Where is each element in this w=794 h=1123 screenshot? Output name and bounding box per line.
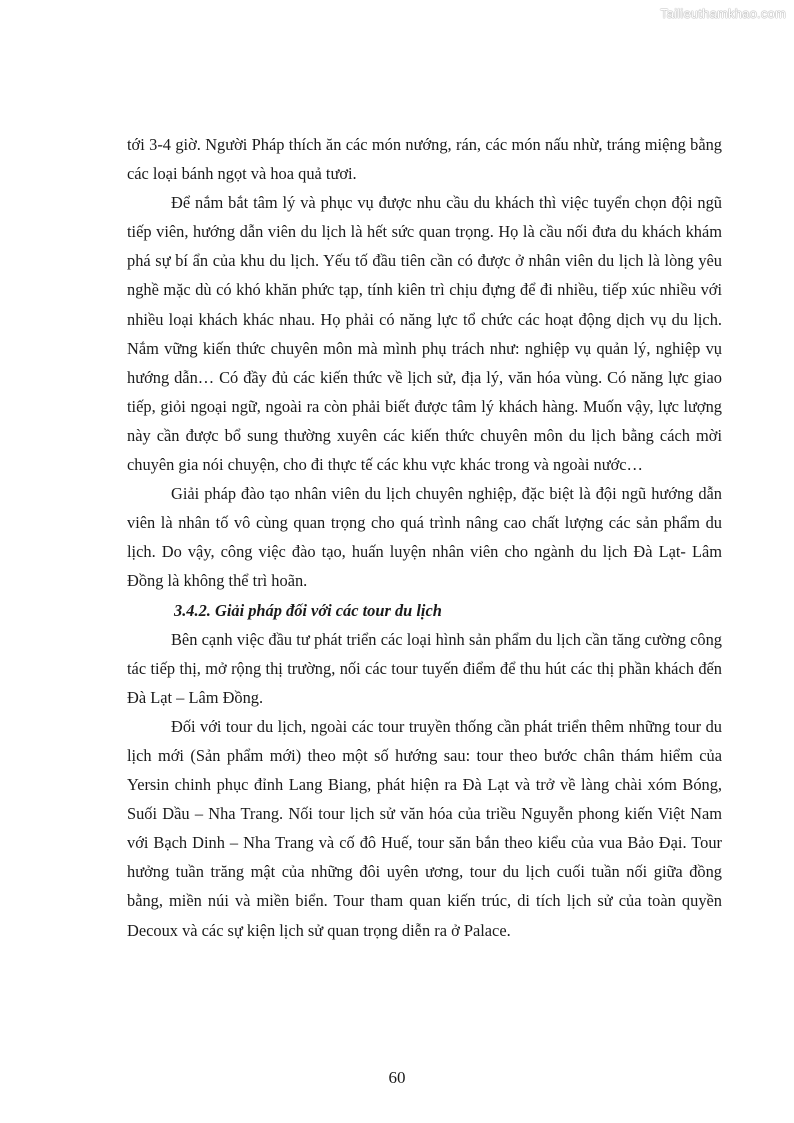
- page-number: 60: [388, 1068, 406, 1087]
- section-heading: 3.4.2. Giải pháp đối với các tour du lịch: [174, 600, 442, 620]
- page-body: [127, 130, 722, 945]
- paragraph: Đối với tour du lịch, ngoài các tour truyền thống cần phát triển thêm những tour du lịch mới (Sản phẩm mới) theo một số hướng sau: tour theo bước chân thám hiểm của Yersin chinh phục đỉnh Lang Biang, phát hiện ra Đà Lạt và trở về làng chài xóm Bóng, Suối Dầu – Nha Trang. Nối tour lịch sử văn hóa của triều Nguyễn phong kiến Việt Nam với Bạch Dinh – Nha Trang và cố đô Huế, tour săn bắn theo kiểu của vua Bảo Đại. Tour hưởng tuần trăng mật của những đôi uyên ương, tour du lịch cuối tuần nối giữa đồng bằng, miền núi và miền biển. Tour tham quan kiến trúc, di tích lịch sử của toàn quyền Decoux và các sự kiện lịch sử quan trọng diễn ra ở Palace.: [127, 716, 722, 940]
- paragraph: Bên cạnh việc đầu tư phát triển các loại hình sản phẩm du lịch cần tăng cường công tác tiếp thị, mở rộng thị trường, nối các tour tuyến điểm để thu hút các thị phần khách đến Đà Lạt – Lâm Đồng.: [127, 629, 722, 707]
- paragraph: Để nắm bắt tâm lý và phục vụ được nhu cầu du khách thì việc tuyển chọn đội ngũ tiếp viên, hướng dẫn viên du lịch là hết sức quan trọng. Họ là cầu nối đưa du khách khám phá sự bí ẩn của khu du lịch. Yếu tố đầu tiên cần có được ở nhân viên du lịch là lòng yêu nghề mặc dù có khó khăn phức tạp, tính kiên trì chịu đựng để đi nhiều, tiếp xúc nhiều với nhiều loại khách khác nhau. Họ phải có năng lực tổ chức các hoạt động dịch vụ du lịch. Nắm vững kiến thức chuyên môn mà mình phụ trách như: nghiệp vụ quản lý, nghiệp vụ hướng dẫn… Có đầy đủ các kiến thức về lịch sử, địa lý, văn hóa vùng. Có năng lực giao tiếp, giỏi ngoại ngữ, ngoài ra còn phải biết được tâm lý khách hàng. Muốn vậy, lực lượng này cần được bổ sung thường xuyên các kiến thức chuyên môn du lịch bằng cách mời chuyên gia nói chuyện, cho đi thực tế các khu vực khác trong và ngoài nước…: [127, 193, 722, 475]
- paragraph: Giải pháp đào tạo nhân viên du lịch chuyên nghiệp, đặc biệt là đội ngũ hướng dẫn viên là nhân tố vô cùng quan trọng cho quá trình nâng cao chất lượng các sản phẩm du lịch. Do vậy, công việc đào tạo, huấn luyện nhân viên cho ngành du lịch Đà Lạt- Lâm Đồng là không thể trì hoãn.: [127, 484, 722, 591]
- watermark: Tailieuthamkhao.com: [660, 6, 786, 21]
- paragraph: tới 3-4 giờ. Người Pháp thích ăn các món nướng, rán, các món nấu nhừ, tráng miệng bằng các loại bánh ngọt và hoa quả tươi.: [127, 135, 722, 184]
